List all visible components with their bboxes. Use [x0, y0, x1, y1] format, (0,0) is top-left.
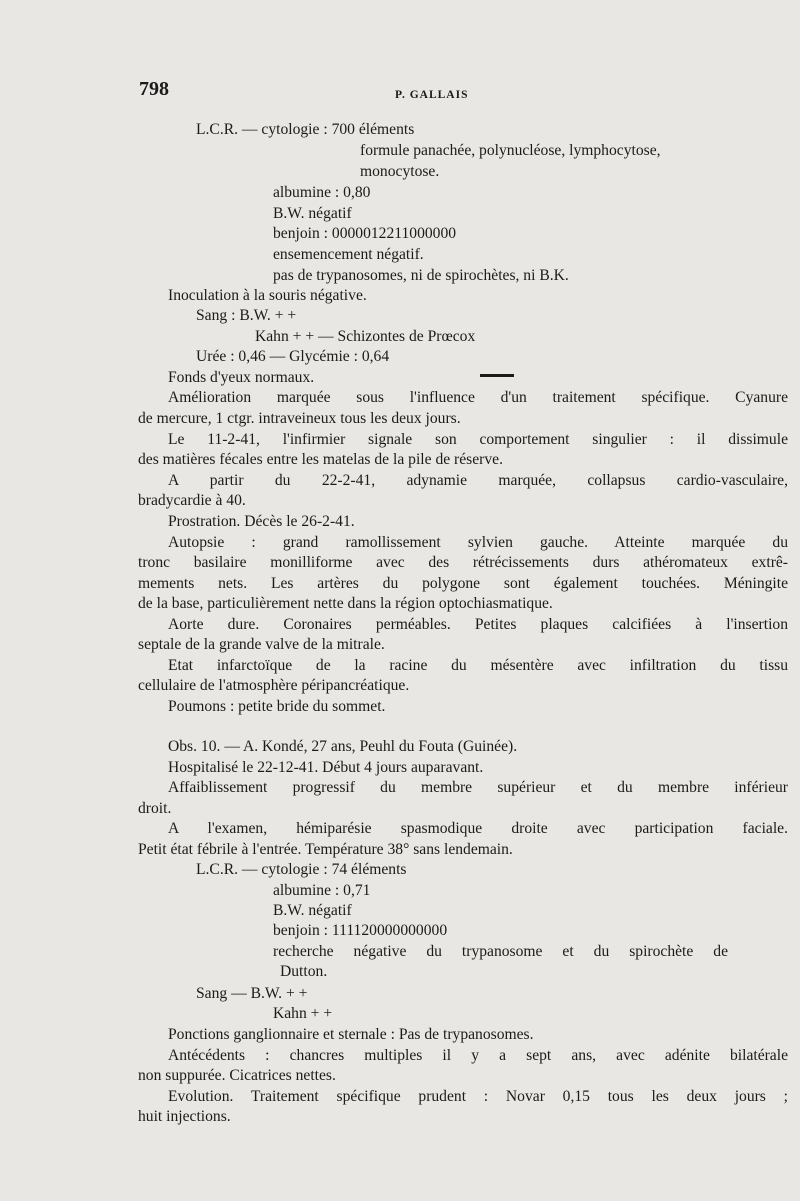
- text-line: Le 11-2-41, l'infirmier signale son comportement singulier : il dissimule: [168, 431, 788, 448]
- text-line: Sang — B.W. + +: [196, 985, 308, 1002]
- text-line: Petit état fébrile à l'entrée. Température 38° sans lendemain.: [138, 841, 513, 858]
- text-line: ensemencement négatif.: [273, 246, 424, 263]
- text-line: formule panachée, polynucléose, lymphocytose,: [360, 142, 661, 159]
- text-line: Antécédents : chancres multiples il y a sept ans, avec adénite bilatérale: [168, 1047, 788, 1064]
- text-line: Hospitalisé le 22-12-41. Début 4 jours auparavant.: [168, 759, 484, 776]
- text-line: Aorte dure. Coronaires perméables. Petites plaques calcifiées à l'insertion: [168, 616, 788, 633]
- text-line: Kahn + +: [273, 1005, 333, 1022]
- text-line: huit injections.: [138, 1108, 231, 1125]
- text-line: de mercure, 1 ctgr. intraveineux tous les deux jours.: [138, 410, 461, 427]
- text-line: Autopsie : grand ramollissement sylvien gauche. Atteinte marquée du: [168, 534, 788, 551]
- text-line: de la base, particulièrement nette dans la région optochiasmatique.: [138, 595, 553, 612]
- text-line: mements nets. Les artères du polygone sont également touchées. Méningite: [138, 575, 788, 592]
- text-line: cellulaire de l'atmosphère péripancréatique.: [138, 677, 410, 694]
- text-line: bradycardie à 40.: [138, 492, 246, 509]
- text-line: non suppurée. Cicatrices nettes.: [138, 1067, 336, 1084]
- text-line: A l'examen, hémiparésie spasmodique droite avec participation faciale.: [168, 820, 788, 837]
- text-line: pas de trypanosomes, ni de spirochètes, ni B.K.: [273, 267, 569, 284]
- text-line: droit.: [138, 800, 172, 817]
- text-line: monocytose.: [360, 163, 440, 180]
- text-line: Fonds d'yeux normaux.: [168, 369, 315, 386]
- running-head-author: P. GALLAIS: [395, 89, 469, 101]
- text-line: L.C.R. — cytologie : 700 éléments: [196, 121, 415, 138]
- text-line: recherche négative du trypanosome et du spirochète de: [273, 943, 728, 960]
- text-line: Poumons : petite bride du sommet.: [168, 698, 386, 715]
- text-line: Kahn + + — Schizontes de Prœcox: [255, 328, 476, 345]
- text-line: Affaiblissement progressif du membre supérieur et du membre inférieur: [168, 779, 788, 796]
- observation-heading: Obs. 10. — A. Kondé, 27 ans, Peuhl du Fouta (Guinée).: [168, 738, 518, 755]
- text-line: Amélioration marquée sous l'influence d'un traitement spécifique. Cyanure: [168, 389, 788, 406]
- text-line: albumine : 0,80: [273, 184, 371, 201]
- text-line: Evolution. Traitement spécifique prudent : Novar 0,15 tous les deux jours ;: [168, 1088, 788, 1105]
- text-line: des matières fécales entre les matelas de la pile de réserve.: [138, 451, 503, 468]
- text-line: benjoin : 0000012211000000: [273, 225, 457, 242]
- text-line: albumine : 0,71: [273, 882, 371, 899]
- text-line: Urée : 0,46 — Glycémie : 0,64: [196, 348, 390, 365]
- text-line: Etat infarctoïque de la racine du mésentère avec infiltration du tissu: [168, 657, 788, 674]
- page-number: 798: [139, 78, 169, 100]
- text-line: Sang : B.W. + +: [196, 307, 297, 324]
- text-line: B.W. négatif: [273, 902, 352, 919]
- text-line: A partir du 22-2-41, adynamie marquée, collapsus cardio-vasculaire,: [168, 472, 788, 489]
- text-line: Dutton.: [280, 963, 328, 980]
- ink-mark: [480, 374, 514, 377]
- text-line: Inoculation à la souris négative.: [168, 287, 367, 304]
- text-line: L.C.R. — cytologie : 74 éléments: [196, 861, 407, 878]
- text-line: B.W. négatif: [273, 205, 352, 222]
- text-line: tronc basilaire monilliforme avec des rétrécissements durs athéromateux extrê-: [138, 554, 788, 571]
- text-line: benjoin : 111120000000000: [273, 922, 448, 939]
- text-line: septale de la grande valve de la mitrale.: [138, 636, 385, 653]
- text-line: Ponctions ganglionnaire et sternale : Pas de trypanosomes.: [168, 1026, 534, 1043]
- text-line: Prostration. Décès le 26-2-41.: [168, 513, 355, 530]
